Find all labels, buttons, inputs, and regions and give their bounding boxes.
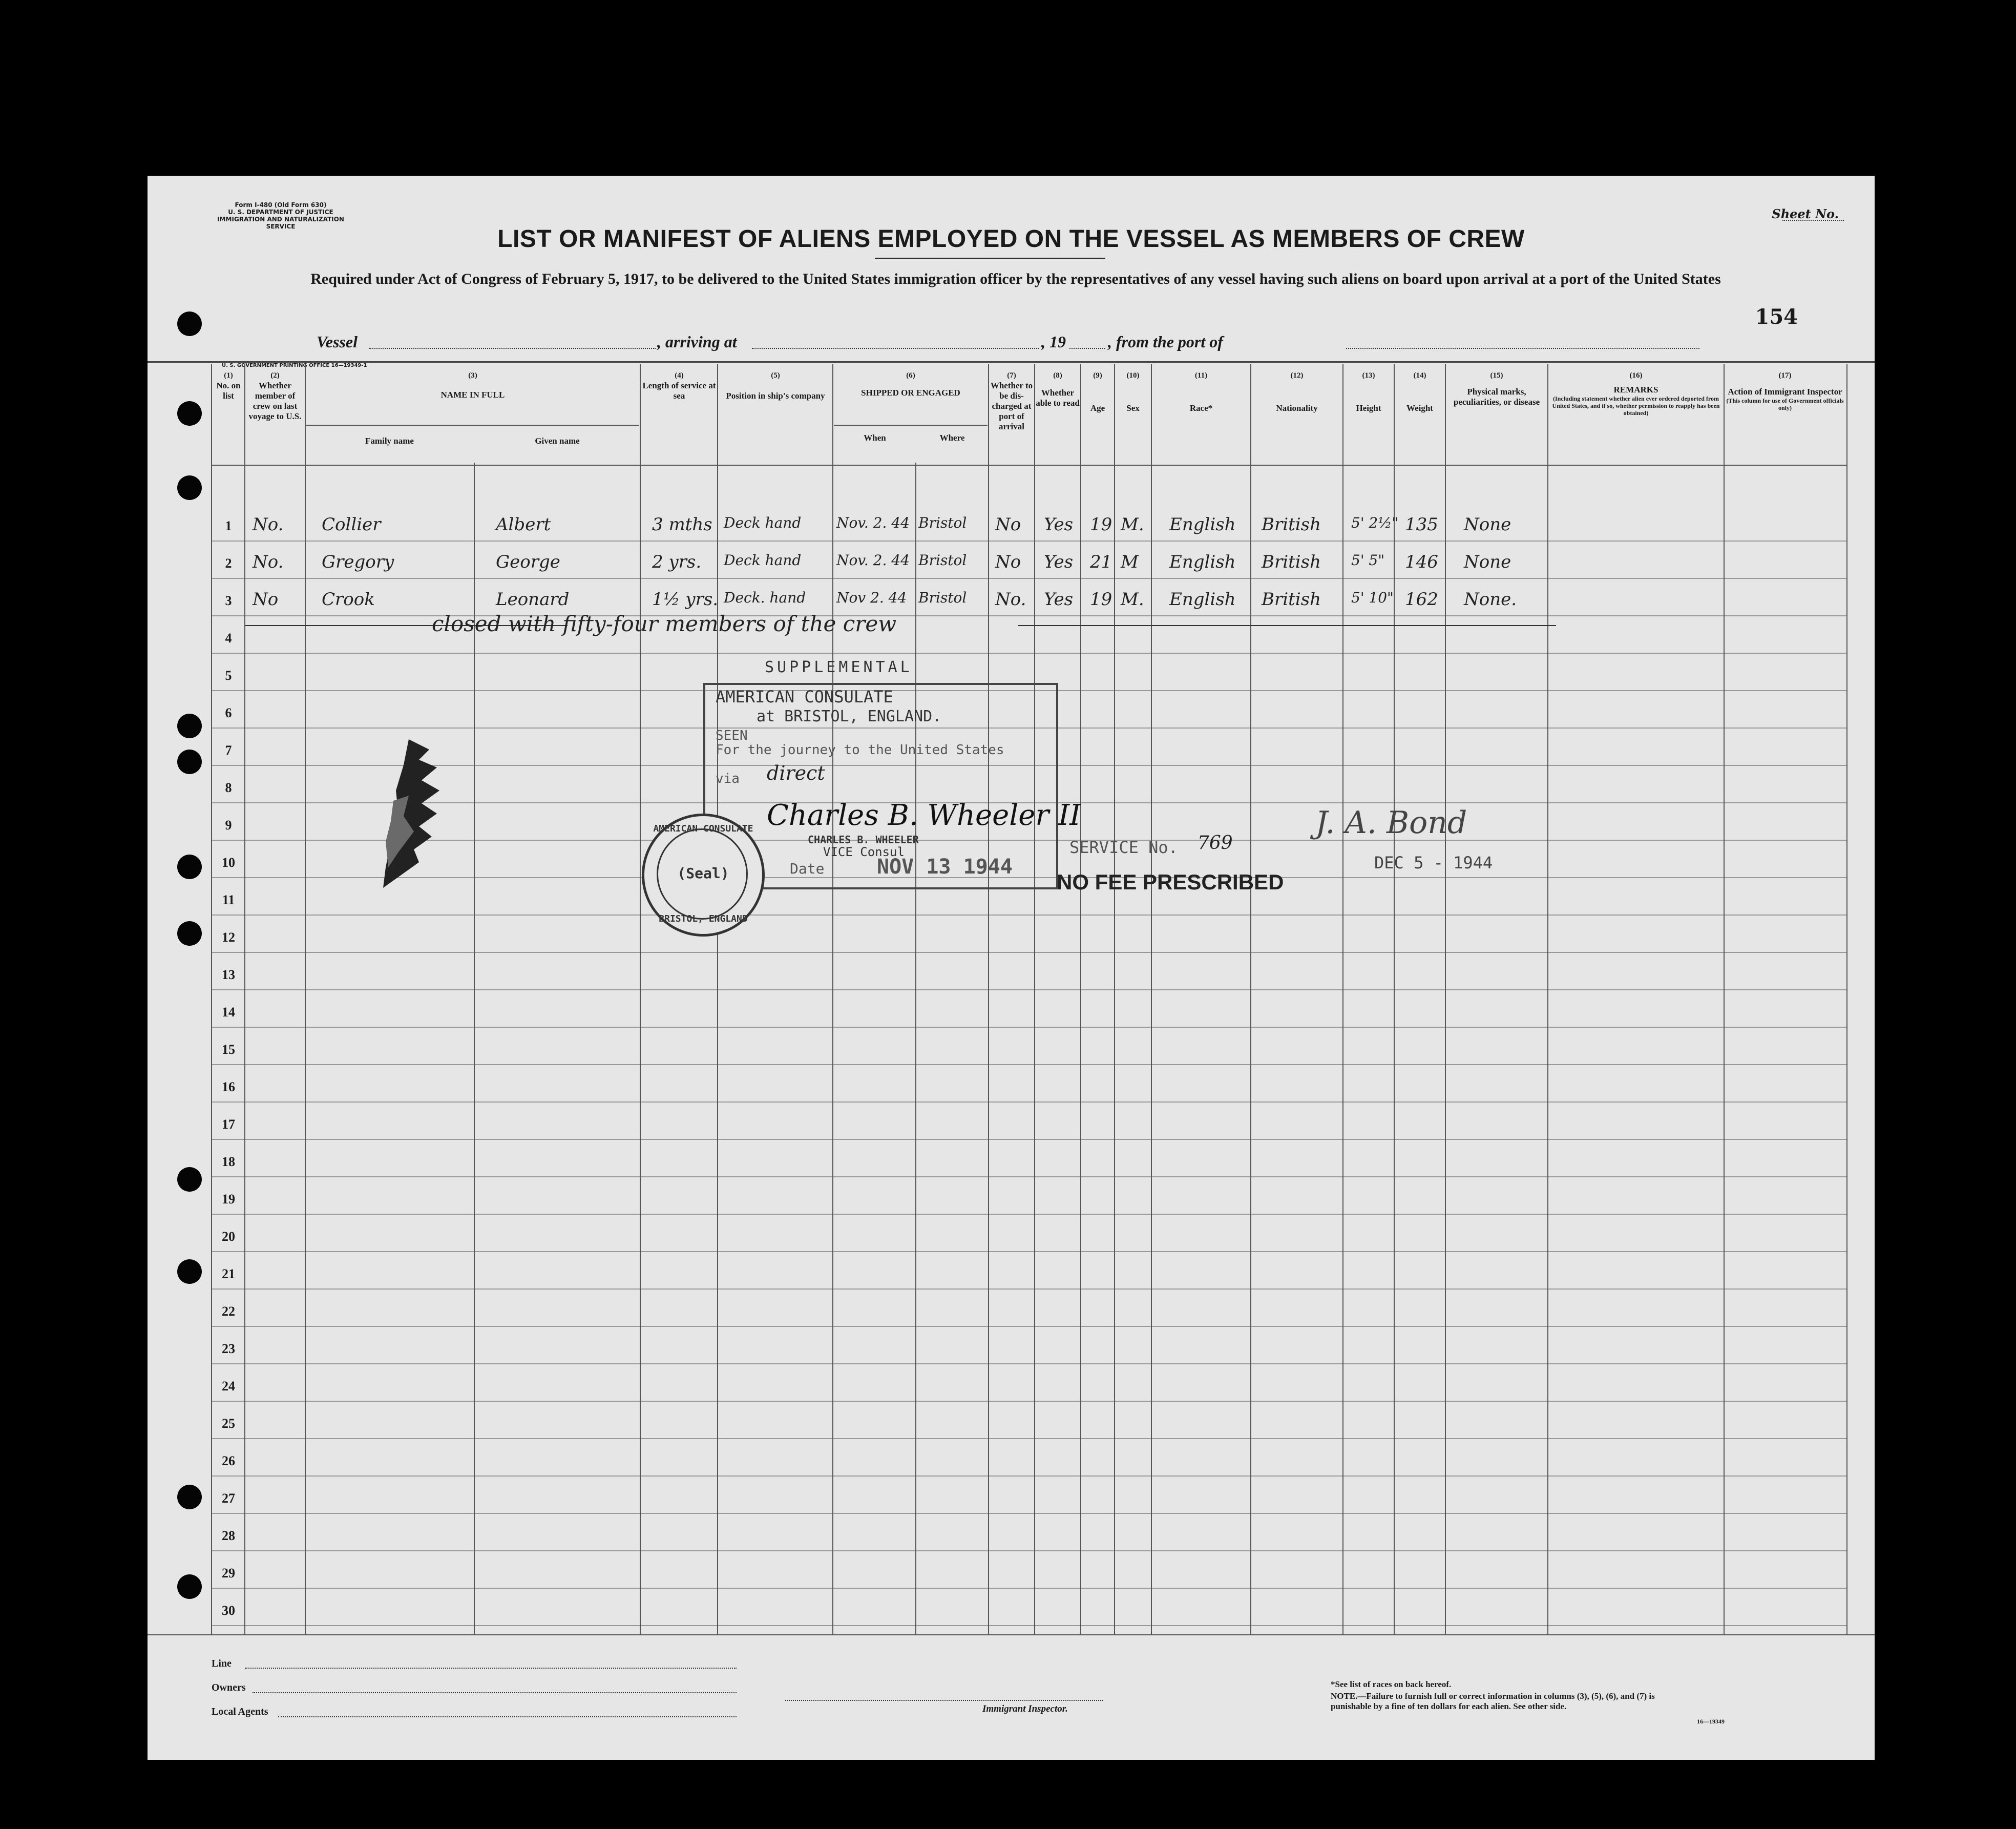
row-number: 6 (225, 705, 232, 720)
col-header-when: When (864, 433, 886, 443)
entry-discharge: No. (995, 589, 1026, 610)
entry-given: Leonard (496, 589, 570, 610)
agents-label: Local Agents (212, 1706, 268, 1717)
row-number: 8 (225, 780, 232, 795)
sheet-number-label: Sheet No. (1772, 206, 1839, 221)
consulate-date: NOV 13 1944 (877, 855, 1013, 879)
entry-where: Bristol (918, 552, 967, 569)
manifest-page (148, 176, 1875, 1760)
from-port-label: , from the port of (1108, 332, 1223, 351)
entry-discharge: No (995, 552, 1021, 572)
consulate-stamp: AMERICAN CONSULATE at BRISTOL, ENGLAND. SEEN For the journey to the United States via direct Charles B. Wheeler II CHARLES B. WHEELER VICE Consul Date NOV 13 1944 (703, 683, 1058, 889)
row-number: 28 (222, 1528, 235, 1543)
entry-age: 19 (1090, 514, 1112, 535)
page-title: LIST OR MANIFEST OF ALIENS EMPLOYED ON THE VESSEL AS MEMBERS OF CREW (497, 225, 1525, 253)
row-number: 1 (225, 518, 232, 533)
entry-read: Yes (1044, 552, 1074, 572)
entry-weight: 146 (1405, 552, 1438, 572)
entry-sex: M (1121, 552, 1139, 572)
entry-prev-voyage: No. (253, 552, 284, 572)
row-number: 11 (222, 892, 235, 907)
row-number: 7 (225, 743, 232, 758)
consulate-seal: AMERICAN CONSULATE (Seal) BRISTOL, ENGLAND (642, 814, 765, 937)
consul-signature: Charles B. Wheeler II (767, 799, 1081, 832)
col-header-2: (2) Whether member of crew on last voyage to U.S. (248, 371, 302, 421)
row-number: 5 (225, 668, 232, 683)
entry-family: Collier (322, 514, 381, 535)
row-number: 26 (222, 1453, 235, 1468)
entry-service: 3 mths (652, 514, 712, 535)
entry-race: English (1169, 514, 1236, 535)
entry-family: Gregory (322, 552, 394, 572)
entry-service: 1½ yrs. (652, 589, 719, 610)
row-number: 27 (222, 1491, 235, 1506)
owners-label: Owners (212, 1682, 246, 1693)
vessel-label: Vessel (317, 332, 358, 351)
entry-position: Deck hand (724, 514, 802, 531)
inspector-initials: J. A. Bond (1315, 805, 1467, 841)
inspector-label: Immigrant Inspector. (982, 1703, 1068, 1714)
col-header-6: (6) SHIPPED OR ENGAGED (861, 371, 960, 398)
entry-marks: None (1464, 514, 1511, 535)
entry-position: Deck hand (724, 552, 802, 569)
col-header-5: (5) Position in ship's company (726, 371, 825, 401)
entry-when: Nov. 2. 44 (836, 514, 910, 531)
entry-marks: None. (1464, 589, 1517, 610)
row-number: 23 (222, 1341, 235, 1356)
col-header-16: (16) REMARKS (Including statement whether alien ever ordered deported from United States, and if so, whether permission to reapply has been obtained) (1552, 371, 1720, 417)
entry-read: Yes (1044, 514, 1074, 535)
row-number: 4 (225, 631, 232, 646)
col-header-9: (9) Age (1090, 371, 1105, 413)
row-number: 18 (222, 1154, 235, 1169)
col-header-14: (14) Weight (1406, 371, 1433, 413)
col-header-10: (10) Sex (1126, 371, 1140, 413)
row-number: 20 (222, 1229, 235, 1244)
closing-note: closed with fifty-four members of the crew (432, 611, 897, 636)
entry-sex: M. (1121, 514, 1144, 535)
entry-discharge: No (995, 514, 1021, 535)
col-header-family: Family name (365, 436, 414, 446)
entry-weight: 135 (1405, 514, 1438, 535)
col-header-3: (3) NAME IN FULL (440, 371, 505, 400)
entry-service: 2 yrs. (652, 552, 702, 572)
entry-where: Bristol (918, 589, 967, 606)
row-number: 22 (222, 1304, 235, 1319)
entry-given: George (496, 552, 560, 572)
entry-sex: M. (1121, 589, 1144, 610)
col-header-where: Where (939, 433, 965, 443)
row-number: 24 (222, 1379, 235, 1394)
penalty-note: NOTE.—Failure to furnish full or correct information in columns (3), (5), (6), and (7) is punishable by a fine of ten dollars for each alien. See other side. (1331, 1691, 1655, 1711)
entry-height: 5' 10" (1351, 589, 1394, 606)
col-header-8: (8) Whether able to read (1036, 371, 1080, 408)
col-header-7: (7) Whether to be dis-charged at port of arrival (990, 371, 1033, 431)
entry-age: 21 (1090, 552, 1112, 572)
col-header-1: (1) No. on list (216, 371, 241, 401)
row-number: 21 (222, 1266, 235, 1281)
page-subtitle: Required under Act of Congress of February 5, 1917, to be delivered to the United States immigration officer by the representatives of any vessel having such aliens on board upon arrival at a port of the United States (310, 271, 1721, 287)
entry-when: Nov. 2. 44 (836, 552, 910, 569)
row-number: 9 (225, 818, 232, 833)
line-field[interactable] (245, 1668, 737, 1669)
entry-position: Deck. hand (724, 589, 806, 606)
row-number: 15 (222, 1042, 235, 1057)
race-note: *See list of races on back hereof. (1331, 1679, 1452, 1689)
entry-weight: 162 (1405, 589, 1438, 610)
entry-race: English (1169, 589, 1236, 610)
row-number: 12 (222, 930, 235, 945)
owners-field[interactable] (253, 1692, 737, 1693)
no-fee-stamp: NO FEE PRESCRIBED (1057, 870, 1284, 894)
entry-race: English (1169, 552, 1236, 572)
row-number: 19 (222, 1192, 235, 1207)
col-header-4: (4) Length of service at sea (642, 371, 716, 401)
service-number-label: SERVICE No. (1069, 838, 1178, 857)
col-header-17: (17) Action of Immigrant Inspector (This column for use of Government officials only) (1726, 371, 1844, 411)
arriving-label: , arriving at (657, 332, 737, 351)
entry-given: Albert (496, 514, 551, 535)
form-identifier: Form I-480 (Old Form 630) U. S. DEPARTMENT OF JUSTICE IMMIGRATION AND NATURALIZATION SERVICE (217, 201, 344, 230)
row-number: 17 (222, 1117, 235, 1132)
entry-when: Nov 2. 44 (836, 589, 907, 606)
col-header-12: (12) Nationality (1276, 371, 1318, 413)
col-header-11: (11) Race* (1189, 371, 1213, 413)
year-label: , 19 (1041, 332, 1066, 351)
row-number: 10 (222, 855, 235, 870)
entry-height: 5' 5" (1351, 552, 1385, 569)
service-number: 769 (1198, 833, 1233, 854)
row-number: 25 (222, 1416, 235, 1431)
page-number: 154 (1755, 305, 1798, 329)
entry-age: 19 (1090, 589, 1112, 610)
entry-nationality: British (1262, 514, 1321, 535)
supplemental-stamp: SUPPLEMENTAL (765, 658, 913, 676)
entry-where: Bristol (918, 514, 967, 531)
entry-marks: None (1464, 552, 1511, 572)
col-header-given: Given name (535, 436, 580, 446)
paper-damage-mark (373, 739, 455, 893)
entry-height: 5' 2½" (1351, 514, 1399, 531)
agents-field[interactable] (278, 1716, 737, 1717)
entry-prev-voyage: No. (253, 514, 284, 535)
col-header-15: (15) Physical marks, peculiarities, or disease (1453, 371, 1540, 407)
form-code: 16—19349 (1697, 1718, 1725, 1725)
row-number: 29 (222, 1566, 235, 1581)
entry-prev-voyage: No (253, 589, 279, 610)
row-number: 16 (222, 1079, 235, 1094)
row-number: 2 (225, 556, 232, 571)
entry-read: Yes (1044, 589, 1074, 610)
line-label: Line (212, 1658, 232, 1669)
inspector-signature-field[interactable] (785, 1700, 1103, 1701)
row-number: 3 (225, 593, 232, 608)
inspector-date-stamp: DEC 5 - 1944 (1374, 853, 1493, 872)
row-number: 14 (222, 1005, 235, 1020)
row-number: 30 (222, 1603, 235, 1618)
printing-office-line: U. S. GOVERNMENT PRINTING OFFICE 16—19349-1 (222, 363, 367, 368)
entry-family: Crook (322, 589, 375, 610)
entry-nationality: British (1262, 589, 1321, 610)
closing-rule-right (1018, 625, 1556, 626)
col-header-13: (13) Height (1356, 371, 1381, 413)
entry-nationality: British (1262, 552, 1321, 572)
row-number: 13 (222, 967, 235, 982)
